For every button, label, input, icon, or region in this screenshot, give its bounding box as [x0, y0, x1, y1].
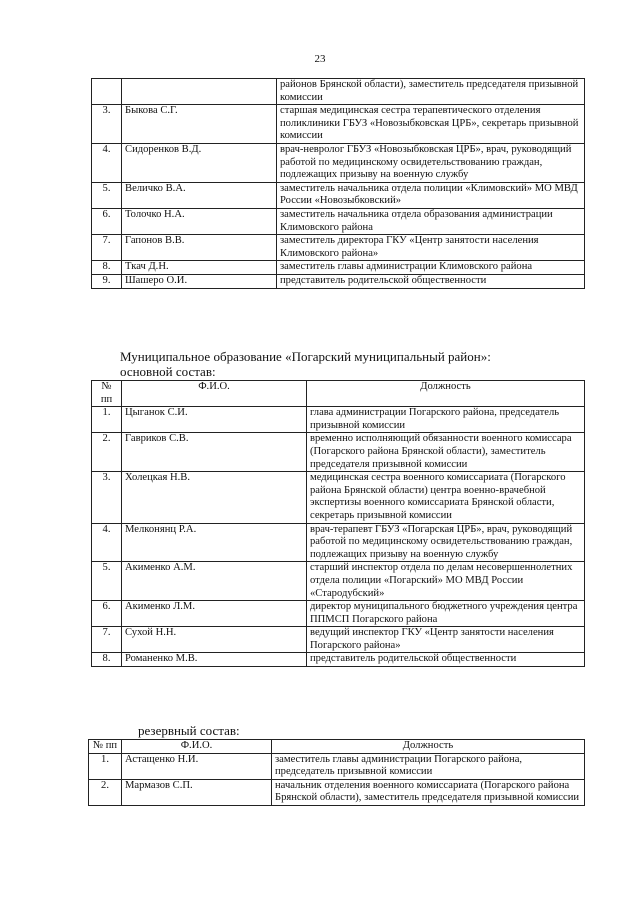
- member-name: Сидоренков В.Д.: [122, 143, 277, 182]
- row-number: 3.: [92, 472, 122, 523]
- member-position: медицинская сестра военного комиссариата (Погарского района Брянской области) центра военно-врачебной экспертизы военного комиссариата Брянской области, секретарь призывной комиссии: [307, 472, 585, 523]
- member-position: старший инспектор отдела по делам несовершеннолетних отдела полиции «Погарский» МО МВД России «Стародубский»: [307, 562, 585, 601]
- member-position: заместитель начальника отдела полиции «Климовский» МО МВД России «Новозыбковский»: [277, 182, 585, 208]
- row-number: 7.: [92, 235, 122, 261]
- row-number: 3.: [92, 105, 122, 144]
- table-row: [92, 472, 585, 523]
- row-number: 6.: [92, 208, 122, 234]
- row-number: [92, 79, 122, 105]
- member-position: глава администрации Погарского района, председатель призывной комиссии: [307, 407, 585, 433]
- member-position: представитель родительской общественности: [277, 274, 585, 288]
- member-name: Сухой Н.Н.: [122, 627, 307, 653]
- table-header-row: [92, 381, 585, 407]
- table-row: [92, 562, 585, 601]
- member-name: Гавриков С.В.: [122, 433, 307, 472]
- member-name: Толочко Н.А.: [122, 208, 277, 234]
- member-position: директор муниципального бюджетного учреждения центра ППМСП Погарского района: [307, 601, 585, 627]
- section-subheading-main: основной состав:: [120, 364, 216, 379]
- table-row: [92, 261, 585, 275]
- table-row: [92, 601, 585, 627]
- member-name: Романенко М.В.: [122, 653, 307, 667]
- row-number: 4.: [92, 523, 122, 562]
- header-position: Должность: [272, 740, 585, 754]
- member-position: ведущий инспектор ГКУ «Центр занятости населения Погарского района»: [307, 627, 585, 653]
- member-position: заместитель начальника отдела образования администрации Климовского района: [277, 208, 585, 234]
- row-number: 1.: [92, 407, 122, 433]
- commission-table-klimovsky: [91, 78, 585, 289]
- row-number: 1.: [89, 753, 122, 779]
- member-name: Астащенко Н.И.: [122, 753, 272, 779]
- member-position: врач-невролог ГБУЗ «Новозыбковская ЦРБ», врач, руководящий работой по медицинскому освидетельствованию граждан, подлежащих призыву на военную службу: [277, 143, 585, 182]
- header-name: Ф.И.О.: [122, 381, 307, 407]
- table-row: [92, 182, 585, 208]
- table-row: [92, 274, 585, 288]
- member-name: Акименко Л.М.: [122, 601, 307, 627]
- row-number: 5.: [92, 562, 122, 601]
- row-number: 7.: [92, 627, 122, 653]
- member-name: Гапонов В.В.: [122, 235, 277, 261]
- row-number: 4.: [92, 143, 122, 182]
- row-number: 8.: [92, 261, 122, 275]
- row-number: 8.: [92, 653, 122, 667]
- commission-table-pogarsky-main: [91, 380, 585, 667]
- row-number: 5.: [92, 182, 122, 208]
- table-row: [92, 208, 585, 234]
- section-subheading-reserve: резервный состав:: [138, 723, 240, 738]
- table-row: [92, 523, 585, 562]
- row-number: 9.: [92, 274, 122, 288]
- page-number: 23: [314, 53, 326, 65]
- header-position: Должность: [307, 381, 585, 407]
- commission-table-pogarsky-reserve: [88, 739, 585, 806]
- member-position: временно исполняющий обязанности военного комиссара (Погарского района Брянской области), заместитель председателя призывной комиссии: [307, 433, 585, 472]
- table-row: [92, 143, 585, 182]
- table-row: [92, 235, 585, 261]
- table-row: [92, 105, 585, 144]
- member-name: Быкова С.Г.: [122, 105, 277, 144]
- section-heading-pogarsky: Муниципальное образование «Погарский муниципальный район»:: [120, 349, 491, 364]
- member-name: Ткач Д.Н.: [122, 261, 277, 275]
- member-name: Цыганок С.И.: [122, 407, 307, 433]
- member-position: представитель родительской общественности: [307, 653, 585, 667]
- row-number: 2.: [92, 433, 122, 472]
- member-name: [122, 79, 277, 105]
- member-position: заместитель главы администрации Погарского района, председатель призывной комиссии: [272, 753, 585, 779]
- row-number: 6.: [92, 601, 122, 627]
- member-name: Шашеро О.И.: [122, 274, 277, 288]
- member-position: начальник отделения военного комиссариата (Погарского района Брянской области), заместитель председателя призывной комиссии: [272, 779, 585, 805]
- table-row: [92, 79, 585, 105]
- table-row: [92, 433, 585, 472]
- member-position: заместитель директора ГКУ «Центр занятости населения Климовского района»: [277, 235, 585, 261]
- member-name: Мелконянц Р.А.: [122, 523, 307, 562]
- member-position: районов Брянской области), заместитель председателя призывной комиссии: [277, 79, 585, 105]
- table-row: [89, 779, 585, 805]
- member-position: заместитель главы администрации Климовского района: [277, 261, 585, 275]
- member-name: Мармазов С.П.: [122, 779, 272, 805]
- header-num: № пп: [92, 381, 122, 407]
- member-position: врач-терапевт ГБУЗ «Погарская ЦРБ», врач, руководящий работой по медицинскому освидетельствованию граждан, подлежащих призыву на военную службу: [307, 523, 585, 562]
- table-row: [92, 653, 585, 667]
- header-num: № пп: [89, 740, 122, 754]
- header-name: Ф.И.О.: [122, 740, 272, 754]
- table-row: [92, 627, 585, 653]
- table-header-row: [89, 740, 585, 754]
- member-name: Величко В.А.: [122, 182, 277, 208]
- member-position: старшая медицинская сестра терапевтического отделения поликлиники ГБУЗ «Новозыбковская ЦРБ», секретарь призывной комиссии: [277, 105, 585, 144]
- member-name: Холецкая Н.В.: [122, 472, 307, 523]
- table-row: [89, 753, 585, 779]
- row-number: 2.: [89, 779, 122, 805]
- table-row: [92, 407, 585, 433]
- member-name: Акименко А.М.: [122, 562, 307, 601]
